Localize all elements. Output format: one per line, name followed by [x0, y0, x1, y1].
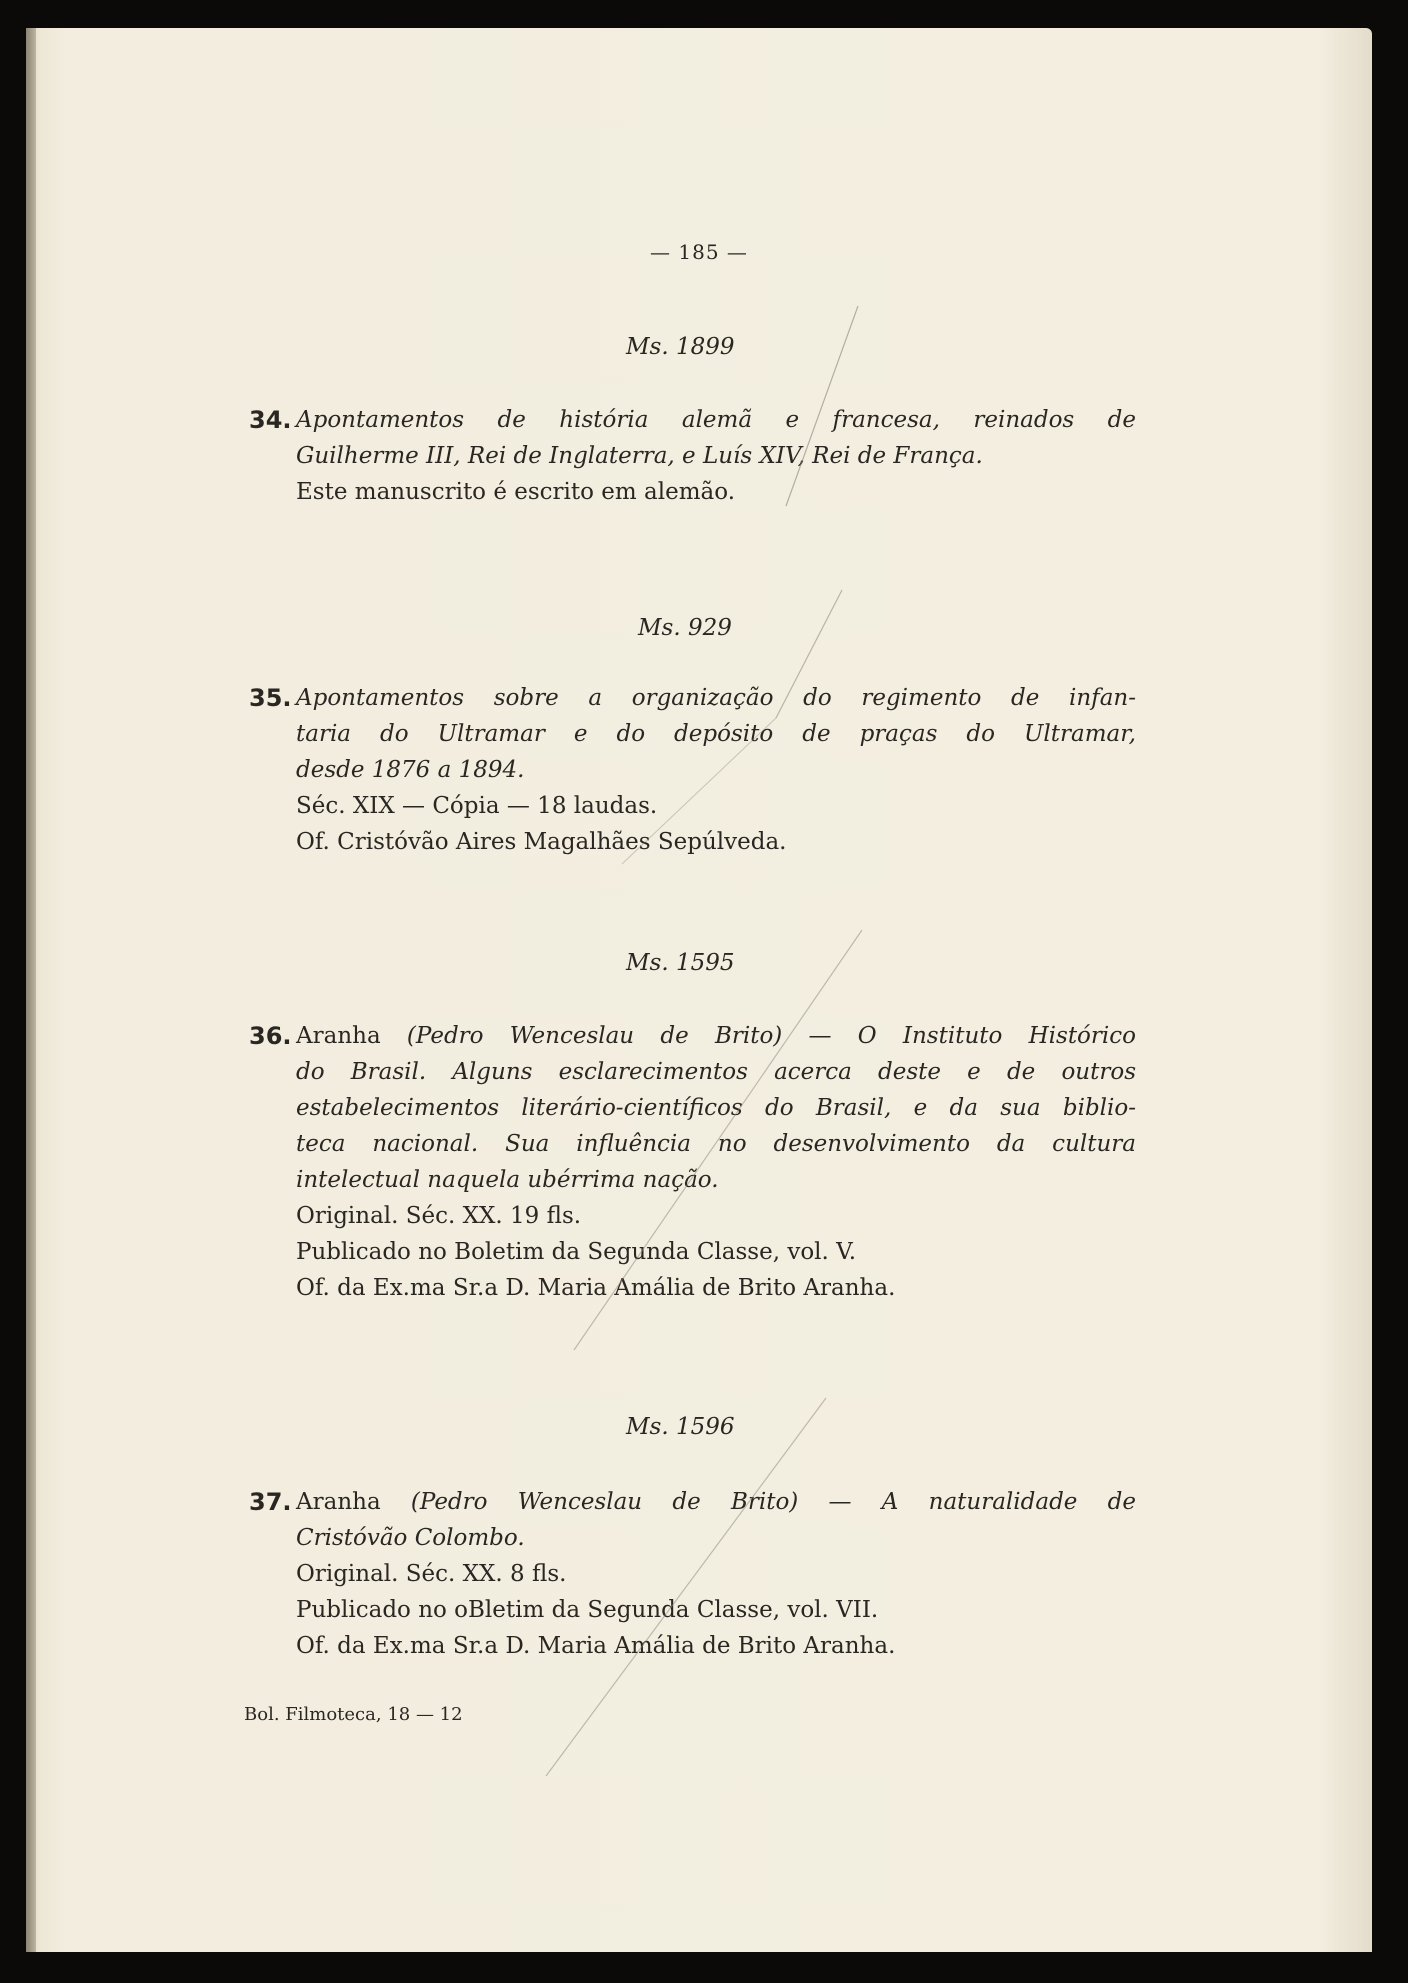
entry-number: 37. — [249, 1488, 292, 1516]
document-page — [26, 28, 1372, 1952]
pencil-line — [622, 718, 776, 864]
entry-title-line: estabelecimentos literário-científicos do Brasil, e da sua biblio- — [296, 1095, 1136, 1121]
entry-note-line: Original. Séc. XX. 8 fls. — [296, 1561, 567, 1587]
entry-title-line: Apontamentos sobre a organização do regimento de infan- — [296, 685, 1136, 711]
entry-author: Aranha — [296, 1023, 381, 1049]
ms-heading: Ms. 929 — [638, 615, 732, 641]
entry-title-line: Apontamentos de história alemã e francesa, reinados de — [296, 407, 1136, 433]
entry-title-line: desde 1876 a 1894. — [296, 757, 525, 783]
entry-note-line: Séc. XIX — Cópia — 18 laudas. — [296, 793, 658, 819]
entry-title-line: taria do Ultramar e do depósito de praças do Ultramar, — [296, 721, 1136, 747]
page-footer: Bol. Filmoteca, 18 — 12 — [244, 1704, 463, 1725]
ms-heading: Ms. 1595 — [626, 950, 735, 976]
entry-title-line: intelectual naquela ubérrima nação. — [296, 1167, 719, 1193]
entry-note-line: Publicado no oBletim da Segunda Classe, vol. VII. — [296, 1597, 879, 1623]
ms-heading: Ms. 1596 — [626, 1414, 735, 1440]
entry-title-line: do Brasil. Alguns esclarecimentos acerca deste e de outros — [296, 1059, 1136, 1085]
entry-number: 34. — [249, 406, 292, 434]
entry-number: 35. — [249, 684, 292, 712]
page-number: — 185 — — [650, 240, 748, 264]
entry-author: Aranha — [296, 1489, 381, 1515]
pencil-line — [574, 930, 862, 1350]
entry-note-line: Publicado no Boletim da Segunda Classe, vol. V. — [296, 1239, 857, 1265]
entry-number: 36. — [249, 1022, 292, 1050]
entry-note-line: Este manuscrito é escrito em alemão. — [296, 479, 735, 505]
entry-title-text: (Pedro Wenceslau de Brito) — O Instituto Histórico — [380, 1023, 1136, 1049]
entry-title-line: Guilherme III, Rei de Inglaterra, e Luís XIV, Rei de França. — [296, 443, 983, 469]
entry-note-line: Of. Cristóvão Aires Magalhães Sepúlveda. — [296, 829, 787, 855]
pencil-marks — [26, 28, 1372, 1952]
entry-title-line: Cristóvão Colombo. — [296, 1525, 525, 1551]
entry-note-line: Original. Séc. XX. 19 fls. — [296, 1203, 582, 1229]
entry-note-line: Of. da Ex.ma Sr.a D. Maria Amália de Brito Aranha. — [296, 1633, 896, 1659]
pencil-line — [786, 306, 858, 506]
entry-title-text: (Pedro Wenceslau de Brito) — A naturalidade de — [380, 1489, 1136, 1515]
pencil-line — [546, 1398, 826, 1776]
ms-heading: Ms. 1899 — [626, 334, 735, 360]
entry-title-line: teca nacional. Sua influência no desenvolvimento da cultura — [296, 1131, 1136, 1157]
entry-note-line: Of. da Ex.ma Sr.a D. Maria Amália de Brito Aranha. — [296, 1275, 896, 1301]
pencil-line — [776, 590, 842, 718]
